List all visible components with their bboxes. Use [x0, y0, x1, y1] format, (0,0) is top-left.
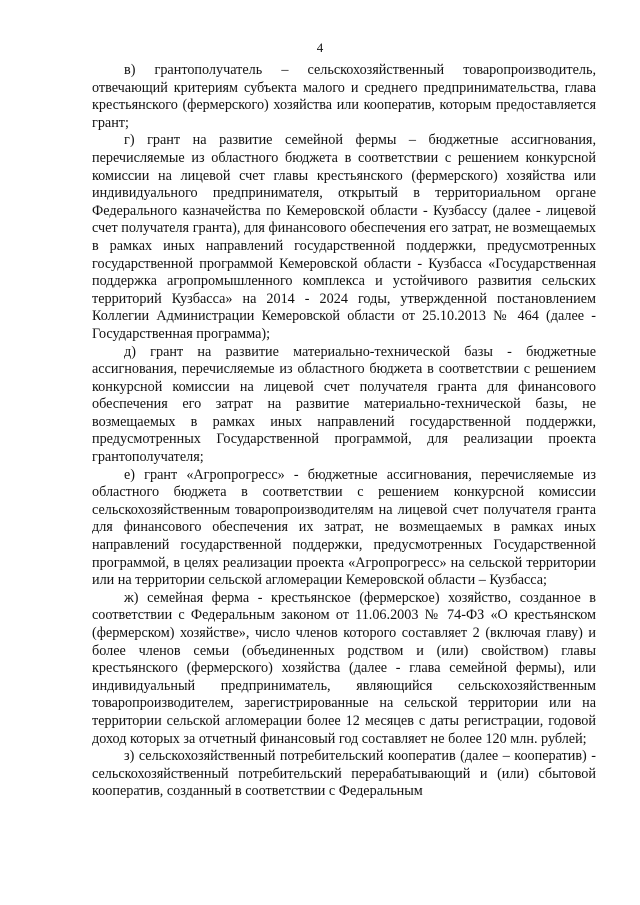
page-number: 4 [316, 40, 324, 55]
paragraph-grant-recipient: в) грантополучатель – сельскохозяйственный товаропроизводитель, отвечающий критериям субъекта малого и среднего предпринимательства, глава крестьянского (фермерского) хозяйства или кооператив, которым предоставляется грант; [92, 62, 596, 131]
paragraph-agroprogress-grant: е) грант «Агропрогресс» - бюджетные ассигнования, перечисляемые из областного бюджета в соответствии с решением конкурсной комиссии сельскохозяйственным товаропроизводителям на лицевой счет получателя гранта для финансового обеспечения их затрат, не возмещаемых в рамках иных направлений государственной поддержки, предусмотренных Государственной программой, в целях реализации проекта «Агропрогресс» на сельской территории или на территории сельской агломерации Кемеровской области – Кузбасса; [92, 466, 596, 589]
paragraph-family-farm-grant: г) грант на развитие семейной фермы – бюджетные ассигнования, перечисляемые из областного бюджета в соответствии с решением конкурсной комиссии на лицевой счет главы крестьянского (фермерского) хозяйства или индивидуального предпринимателя, открытый в территориальном органе Федерального казначейства по Кемеровской области - Кузбассу (далее - лицевой счет получателя гранта), для финансового обеспечения его затрат, не возмещаемых в рамках иных направлений государственной поддержки, предусмотренных государственной программой Кемеровской области - Кузбасса «Государственная поддержка агропромышленного комплекса и устойчивого развития сельских территорий Кузбасса» на 2014 - 2024 годы, утвержденной постановлением Коллегии Администрации Кемеровской области от 25.10.2013 № 464 (далее - Государственная программа); [92, 132, 596, 342]
paragraph-family-farm-definition: ж) семейная ферма - крестьянское (фермерское) хозяйство, созданное в соответствии с Федеральным законом от 11.06.2003 № 74-ФЗ «О крестьянском (фермерском) хозяйстве», число членов которого составляет 2 (включая главу) и более членов семьи (объединенных родством и (или) свойством) главы крестьянского (фермерского) хозяйства (далее - глава семейной фермы), или индивидуальный предприниматель, являющийся сельскохозяйственным товаропроизводителем, зарегистрированные на сельской территории или на территории сельской агломерации более 12 месяцев с даты регистрации, годовой доход которых за отчетный финансовый год составляет не более 120 млн. рублей; [92, 589, 596, 747]
document-body [92, 62, 596, 801]
paragraph-material-base-grant: д) грант на развитие материально-технической базы - бюджетные ассигнования, перечисляемые из областного бюджета в соответствии с решением конкурсной комиссии на лицевой счет получателя гранта для финансового обеспечения его затрат на развитие материально-технической базы, не возмещаемых в рамках иных направлений государственной поддержки, предусмотренных Государственной программой, для реализации проекта грантополучателя; [92, 343, 596, 466]
paragraph-cooperative-definition: з) сельскохозяйственный потребительский кооператив (далее – кооператив) - сельскохозяйственный потребительский перерабатывающий и (или) сбытовой кооператив, созданный в соответствии с Федеральным [92, 748, 596, 800]
